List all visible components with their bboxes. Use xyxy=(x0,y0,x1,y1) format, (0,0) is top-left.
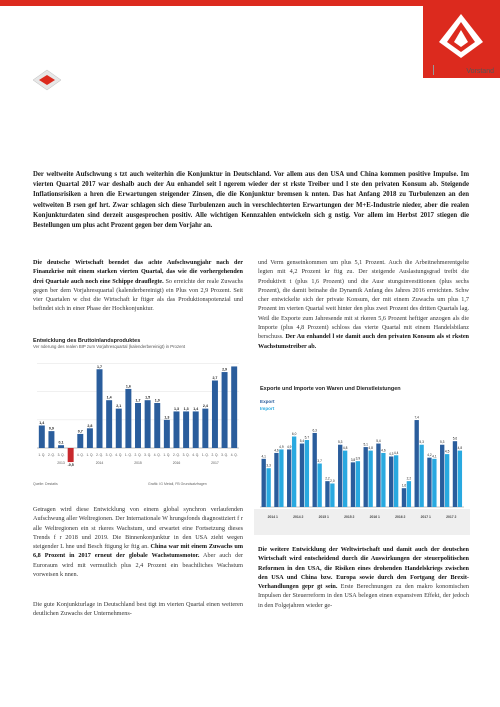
trade-period-label: 2016 1 xyxy=(369,515,380,519)
small-logo-icon xyxy=(30,68,64,92)
trade-period-label: 2016 2 xyxy=(395,515,406,519)
right-paragraph-2 xyxy=(258,545,469,610)
import-bar xyxy=(305,440,309,507)
trade-chart-plot xyxy=(254,389,470,535)
left-paragraph-2 xyxy=(33,505,243,579)
gdp-bar xyxy=(48,431,54,448)
gdp-bar-label: 2,9 xyxy=(222,367,228,372)
import-bar-label: 3,9 xyxy=(355,456,361,461)
export-bar-label: 4,6 xyxy=(274,448,279,453)
left-p2-text-c: Aber auch der Euroraum wird mit vermutlich plus 2,4 Prozent ein beachtliches Wachstum vorweisen k nnen. xyxy=(33,552,244,579)
gdp-chart-title: Entwicklung des Bruttoinlandsproduktes xyxy=(33,338,141,344)
export-bar xyxy=(453,441,457,507)
gdp-chart-source: Quelle: Destatis xyxy=(33,482,58,486)
import-bar xyxy=(394,455,398,507)
left-lead-text: So erreichte der reale Zuwachs gegen ber dem Vorjahresquartal (kalenderbereinigt) ein Plus von 2,9 Prozent. Seit vier Quartalen w chst die Wirtschaft kr ftiger als das Produktionspotenzial und befindet sich in einer Phase der Hochkonjunktur. xyxy=(33,277,243,313)
igmetall-logo-icon xyxy=(423,0,500,78)
gdp-bar-label: 2,1 xyxy=(116,404,122,409)
gdp-bar-label: 2,4 xyxy=(202,404,208,409)
gdp-tick-label: 4. Q. xyxy=(192,453,200,457)
export-bar-label: 5,4 xyxy=(299,439,305,444)
export-bar xyxy=(364,447,368,507)
import-bar xyxy=(292,437,296,508)
header-divider xyxy=(433,65,434,75)
gdp-tick-label: 3. Q. xyxy=(144,453,152,457)
gdp-tick-label: 2. Q. xyxy=(96,453,103,457)
gdp-bar xyxy=(231,366,237,448)
gdp-bar-label: 2,7 xyxy=(212,376,218,380)
import-bar-label: 2,2 xyxy=(406,476,412,481)
left-paragraph-1 xyxy=(33,258,243,314)
gdp-bar-label: 1,6 xyxy=(125,384,131,389)
export-bar-label: 4,1 xyxy=(261,454,266,459)
import-bar xyxy=(279,449,283,507)
export-bar xyxy=(415,420,419,507)
import-bar-label: 4,1 xyxy=(432,454,437,459)
gdp-tick-label: 4. Q. xyxy=(230,453,238,457)
header-red-bar xyxy=(0,0,423,6)
export-bar-label: 5,3 xyxy=(337,440,343,445)
export-bar-label: 3,8 xyxy=(350,457,356,462)
gdp-year-label: 2015 xyxy=(134,461,142,465)
gdp-bar-label: 1,3 xyxy=(183,406,189,411)
org-unit-label: Vorstand xyxy=(466,68,494,75)
gdp-tick-label: 1. Q. xyxy=(163,453,171,457)
gdp-bar-label: 1,7 xyxy=(97,364,103,369)
gdp-bar xyxy=(135,403,141,448)
gdp-chart-subtitle: Ver nderung des realen BIP zum Vorjahresquartal (kalenderbereinigt) in Prozent xyxy=(33,344,186,349)
export-bar xyxy=(262,459,266,507)
gdp-tick-label: 1. Q. xyxy=(201,453,209,457)
trade-period-label: 2014 1 xyxy=(267,515,278,519)
gdp-year-label: 2013 xyxy=(57,461,65,465)
gdp-bar xyxy=(202,409,208,448)
legend-export: Export xyxy=(260,399,275,404)
export-bar-label: 5,4 xyxy=(376,439,381,444)
import-bar-label: 4,9 xyxy=(279,444,284,449)
gdp-tick-label: 2. Q. xyxy=(134,453,142,457)
import-bar-label: 3,3 xyxy=(266,463,271,468)
trade-chart-footer xyxy=(254,509,470,535)
export-bar-label: 7,4 xyxy=(414,415,419,420)
import-bar-label: 6,0 xyxy=(291,432,297,436)
import-bar-label: 4,6 xyxy=(381,448,386,453)
gdp-bar xyxy=(116,409,122,448)
export-bar-label: 2,2 xyxy=(325,476,330,481)
right-p1-text: und Verm genseinkommen um plus 5,1 Prozent. Auch die Arbeitnehmerentgelte legten mit 4,2 Prozent kr ftig zu. Der steigende Auslastungsgrad treibt die Produktivit t (plus 1,6 Prozent) und die Ausr stungsinvestitionen (plus sechs Prozent), die damit beinahe die Dynamik Anfang des Jahres 2016 erreichten. Schw cher entwickelte sich der private Konsum, der mit einem Zuwachs um plus 1,7 Prozent im vierten Quartal weit hinter den plus zwei Prozent des dritten Quartals lag. Weil die Exporte zum Jahresende mit st rkeren 5,6 Prozent heftiger anzogen als die Importe (plus 4,8 Prozent) schloss das vierte Quartal mit einem Handelsbilanz berschuss. xyxy=(258,259,469,341)
left-p2-bold: China war mit einem Zuwachs um 6,8 Prozent in 2017 erneut der globale Wachstumsmotor. xyxy=(33,543,243,560)
gdp-bar xyxy=(154,403,160,448)
export-bar xyxy=(402,488,406,507)
export-bar xyxy=(440,445,444,507)
export-bar xyxy=(351,462,355,507)
gdp-bar xyxy=(183,411,189,448)
gdp-bar-label: 1,4 xyxy=(106,395,112,400)
import-bar xyxy=(330,484,334,508)
gdp-bar xyxy=(125,389,131,448)
left-lead-bold: Die deutsche Wirtschaft beendet das achte Aufschwungjahr nach der Finanzkrise mit einem starken vierten Quartal, das wie die vorhergehenden drei Quartale auch noch eine Schippe drauflegte. xyxy=(33,259,243,285)
import-bar-label: 2,0 xyxy=(330,479,335,483)
export-bar xyxy=(300,444,304,507)
gdp-tick-label: 3. Q. xyxy=(57,453,65,457)
gdp-bar xyxy=(145,400,151,448)
import-bar-label: 5,7 xyxy=(304,435,310,440)
gdp-tick-label: 4. Q. xyxy=(76,453,84,457)
import-bar xyxy=(266,468,270,507)
trade-period-label: 2017 1 xyxy=(420,515,431,519)
gdp-bar-label: 1,5 xyxy=(145,395,151,400)
import-bar xyxy=(445,454,449,507)
gdp-tick-label: 4. Q. xyxy=(153,453,161,457)
import-bar xyxy=(343,451,347,507)
gdp-bar-label: 1,7 xyxy=(135,398,141,403)
gdp-bar xyxy=(39,426,45,449)
gdp-chart-plot xyxy=(33,350,243,478)
gdp-tick-label: 1. Q. xyxy=(86,453,94,457)
gdp-bar xyxy=(87,428,93,448)
export-bar xyxy=(325,481,329,507)
import-bar-label: 4,5 xyxy=(444,449,450,454)
export-bar-label: 4,2 xyxy=(427,453,432,458)
gdp-negative-bar xyxy=(68,448,74,462)
right-paragraph-1 xyxy=(258,258,469,351)
gdp-bar xyxy=(164,420,170,448)
import-bar-label: 3,7 xyxy=(317,459,322,464)
import-bar xyxy=(458,451,462,507)
gdp-bar-label: 1,3 xyxy=(173,406,179,411)
export-bar-label: 6,3 xyxy=(312,428,317,433)
import-bar-label: 4,8 xyxy=(368,446,373,451)
import-bar-label: 4,8 xyxy=(342,446,348,451)
import-bar xyxy=(419,445,423,507)
import-bar-label: 5,3 xyxy=(419,440,424,445)
gdp-bar xyxy=(106,400,112,448)
trade-period-label: 2015 2 xyxy=(344,515,355,519)
gdp-bar xyxy=(193,411,199,448)
gdp-bar-label: 1,0 xyxy=(154,398,160,403)
trade-period-label: 2015 1 xyxy=(318,515,329,519)
export-bar-label: 5,1 xyxy=(363,442,368,447)
gdp-bar xyxy=(58,445,64,448)
right-p2-bold: Die weitere Entwicklung der Weltwirtschaft und damit auch der deutschen Wirtschaft wird entscheidend durch die Auswirkungen der steuerpolitischen Reformen in den USA, die Risiken eines drohenden Handelskriegs zwischen den USA und China bzw. Europa sowie durch den Fortgang der Brexit-Verhandlungen gepr gt sein. xyxy=(258,546,469,591)
gdp-chart-credit: Grafik: IG Metall, FB Grundsatzfragen xyxy=(148,482,207,486)
gdp-bar-label: 1,4 xyxy=(39,421,45,425)
igmetall-logo xyxy=(423,0,500,78)
right-p2-text: Erste Berechnungen zu den makro konomischen Impulsen der Steuerreform in den USA belegen einen expansiven Effekt, der jedoch in den Folgejahren wieder ge- xyxy=(258,583,469,609)
export-bar xyxy=(376,444,380,507)
gdp-year-label: 2017 xyxy=(211,461,219,465)
left-p2-text-a: Getragen wird diese Entwicklung von einem global synchron verlaufenden Aufschwung aller Weltregionen. Der Internationale W hrungsfonds diagnostiziert f r alle Weltregionen ein st rkeres Wachstum, und erwartet eine Fortsetzung dieses Trends f r 2018 und 2019. Die Binnenkonjunktur in den USA zieht wegen steigender L hne und Besch ftigung kr ftig an. xyxy=(33,506,243,551)
gdp-year-label: 2014 xyxy=(95,461,104,465)
export-bar xyxy=(389,456,393,507)
gdp-bar xyxy=(173,411,179,448)
export-bar xyxy=(274,453,278,507)
gdp-tick-label: 2. Q. xyxy=(173,453,180,457)
legend-import: Import xyxy=(260,406,275,411)
trade-chart-title: Exporte und Importe von Waren und Dienstleistungen xyxy=(260,386,401,392)
export-bar-label: 5,3 xyxy=(439,440,445,445)
trade-chart xyxy=(254,385,470,535)
gdp-chart xyxy=(33,338,243,488)
gdp-tick-label: 3. Q. xyxy=(105,453,113,457)
gdp-negative-label: -0,5 xyxy=(67,463,74,468)
import-bar xyxy=(356,461,360,507)
gdp-bar xyxy=(77,434,83,448)
left-paragraph-3: Die gute Konjunkturlage in Deutschland best tigt im vierten Quartal einen weiteren deutlichen Zuwachs der Unternehmens- xyxy=(33,601,243,618)
export-bar xyxy=(427,458,431,507)
trade-period-label: 2017 2 xyxy=(446,515,457,519)
export-bar-label: 5,6 xyxy=(452,436,458,441)
gdp-tick-label: 2. Q. xyxy=(211,453,219,457)
import-bar xyxy=(368,451,372,507)
import-bar-label: 4,4 xyxy=(393,450,399,455)
gdp-bar xyxy=(212,381,218,449)
right-p1-bold: Der Au enhandel l ste damit auch den privaten Konsum als st rksten Wachstumstreiber ab. xyxy=(258,333,470,350)
export-bar-label: 4,9 xyxy=(286,444,292,449)
import-bar xyxy=(432,459,436,507)
gdp-bar xyxy=(222,372,228,448)
gdp-bar-label: 0,9 xyxy=(48,426,54,431)
export-bar xyxy=(338,445,342,507)
export-bar-label: 4,3 xyxy=(388,451,394,456)
intro-paragraph: Der weltweite Aufschwung s tzt auch weiterhin die Konjunktur in Deutschland. Vor allem aus den USA und China kommen positive Impulse. Im vierten Quartal 2017 war deshalb auch der Au enhandel seit l ngerem wieder der st rkste Treiber und l ste den privaten Konsum ab. Steigende Inflationsrisiken a hren die Erwartungen steigender Zinsen, die die Konjunktur bremsen k nnten. Das hat Anfang 2018 zu Turbulenzen an den weltweiten B rsen gef hrt. Zwar schlagen sich diese Turbulenzen auch in verschlechterten Erwartungen der M+E-Industrie nieder, aber die realen Konjunkturdaten sind derzeit ausgesprochen positiv. Alle wichtigen Kennzahlen entwickeln sich g nstig. Vor allem im Herbst 2017 stiegen die Bestellungen um plus acht Prozent gegen ber dem Vorjahr an. xyxy=(33,171,469,230)
import-bar xyxy=(317,464,321,507)
gdp-tick-label: 4. Q. xyxy=(115,453,123,457)
gdp-bar-label: 1,3 xyxy=(164,415,170,420)
import-bar xyxy=(407,481,411,507)
gdp-bar-label: 0,7 xyxy=(77,429,83,434)
gdp-year-label: 2016 xyxy=(172,461,181,465)
import-bar xyxy=(381,453,385,507)
gdp-tick-label: 2. Q. xyxy=(47,453,55,457)
gdp-bar-label: 1,4 xyxy=(193,406,199,411)
export-bar xyxy=(313,433,317,507)
gdp-tick-label: 1. Q. xyxy=(124,453,132,457)
gdp-tick-label: 3. Q. xyxy=(182,453,190,457)
export-bar-label: 1,6 xyxy=(401,483,407,488)
gdp-bar xyxy=(97,369,103,448)
gdp-bar-label: 0,1 xyxy=(58,440,64,445)
trade-period-label: 2014 2 xyxy=(293,515,304,519)
export-bar xyxy=(287,449,291,507)
gdp-tick-label: 1. Q. xyxy=(38,453,46,457)
import-bar-label: 4,8 xyxy=(457,446,463,451)
gdp-bar-label: 2,8 xyxy=(87,423,93,428)
gdp-tick-label: 3. Q. xyxy=(221,453,229,457)
